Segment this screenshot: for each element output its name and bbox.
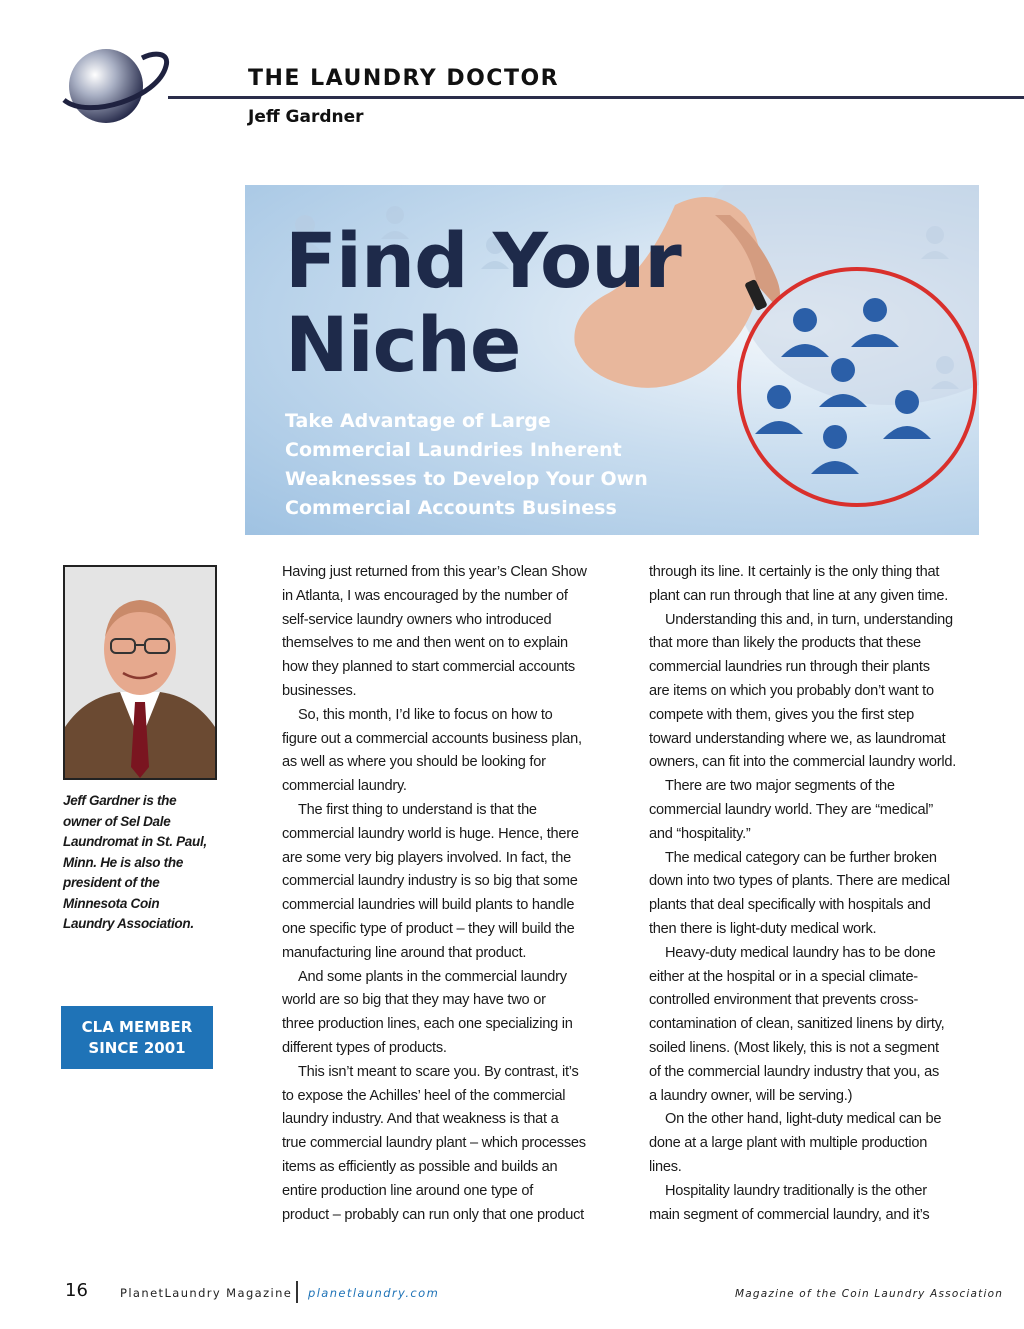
caption-line: Jeff Gardner is the (63, 793, 177, 808)
article-line: plant can run through that line at any given time. (649, 587, 949, 604)
hero-image (245, 185, 979, 535)
article-line: done at a large plant with multiple production (649, 1135, 928, 1152)
article-line: There are two major segments of the (665, 778, 895, 795)
article-line: items as efficiently as possible and builds an (282, 1158, 558, 1175)
caption-line: Laundry Association. (63, 916, 194, 931)
article-column-2 (649, 561, 994, 1227)
article-line: different types of products. (282, 1039, 447, 1056)
article-line: commercial laundry industry is so big that some (282, 873, 578, 890)
caption-line: Minn. He is also the (63, 854, 184, 870)
article-line: main segment of commercial laundry, and it’s (649, 1206, 930, 1223)
article-line: in Atlanta, I was encouraged by the number of (282, 587, 568, 604)
article-line: entire production line around one type of (282, 1182, 533, 1199)
article-line: how they planned to start commercial accounts (282, 659, 575, 676)
article-line: through its line. It certainly is the only thing that (649, 564, 940, 580)
article-line: as well as where you should be looking for (282, 754, 546, 771)
article-line: self-service laundry owners who introduced (282, 611, 552, 628)
caption-line: president of the (63, 875, 160, 890)
article-line: commercial laundries run through their plants (649, 659, 930, 676)
article-line: So, this month, I’d like to focus on how to (298, 706, 553, 723)
footer-separator (296, 1281, 298, 1303)
badge-line: CLA MEMBER (81, 1017, 193, 1036)
article-line: This isn’t meant to scare you. By contrast, it’s (298, 1063, 579, 1080)
author-caption (63, 791, 223, 935)
article-line: soiled linens. (Most likely, this is not a segment (649, 1039, 939, 1056)
article-line: are some very big players involved. In fact, the (282, 849, 571, 866)
header-rule (168, 96, 1024, 99)
author-photo (63, 565, 217, 780)
article-line: themselves to me and then went on to explain (282, 635, 568, 652)
article-line: Heavy-duty medical laundry has to be done (665, 944, 936, 961)
article-line: Having just returned from this year’s Clean Show (282, 564, 587, 580)
hero-subtitle-line: Commercial Accounts Business (285, 497, 617, 519)
article-line: commercial laundry world. They are “medical” (649, 801, 933, 818)
article-line: down into two types of plants. There are medical (649, 873, 950, 890)
article-line: of the commercial laundry industry that you, as (649, 1063, 939, 1080)
article-line: that more than likely the products that these (649, 635, 921, 652)
article-line: owners, can fit into the commercial laundry world. (649, 754, 957, 771)
hero-subtitle-line: Weaknesses to Develop Your Own (285, 468, 648, 490)
hero-title-line: Niche (285, 300, 521, 389)
article-line: On the other hand, light-duty medical can be (665, 1111, 942, 1128)
article-line: plants that deal specifically with hospitals and (649, 897, 931, 914)
article-line: product – probably can run only that one product (282, 1206, 584, 1223)
article-line: either at the hospital or in a special climate- (649, 968, 918, 985)
article-column-1 (282, 561, 622, 1227)
article-line: three production lines, each one specializing in (282, 1016, 573, 1033)
article-line: then there is light-duty medical work. (649, 920, 877, 937)
article-line: The first thing to understand is that the (298, 801, 537, 818)
caption-line: Laundromat in St. Paul, (63, 834, 207, 849)
article-line: a laundry owner, will be serving.) (649, 1087, 853, 1104)
article-line: controlled environment that prevents cross- (649, 992, 919, 1009)
article-line: lines. (649, 1158, 682, 1175)
article-line: contamination of clean, sanitized linens by dirty, (649, 1016, 945, 1033)
author-portrait-icon (65, 567, 215, 778)
article-line: Understanding this and, in turn, understanding (665, 611, 953, 628)
badge-line: SINCE 2001 (88, 1038, 186, 1057)
footer-tagline: Magazine of the Coin Laundry Association (735, 1288, 1004, 1300)
article-line: and “hospitality.” (649, 825, 751, 842)
article-line: commercial laundry world is huge. Hence, there (282, 825, 579, 842)
hero-subtitle (285, 407, 665, 523)
column-author: Jeff Gardner (248, 107, 364, 127)
hero-subtitle-line: Take Advantage of Large (285, 410, 551, 432)
caption-line: Minnesota Coin (63, 895, 160, 911)
article-line: Hospitality laundry traditionally is the other (665, 1182, 927, 1199)
hero-title (285, 216, 681, 389)
article-line: commercial laundries will build plants to handle (282, 897, 575, 914)
article-line: to expose the Achilles’ heel of the commercial (282, 1087, 566, 1104)
article-line: businesses. (282, 682, 357, 699)
article-line: The medical category can be further broken (665, 849, 937, 866)
hero-title-line: Find Your (285, 216, 681, 305)
article-line: are items on which you probably don’t want to (649, 682, 934, 699)
article-line: true commercial laundry plant – which processes (282, 1135, 586, 1152)
article-line: And some plants in the commercial laundry (298, 968, 567, 985)
article-line: manufacturing line around that product. (282, 944, 527, 961)
article-line: one specific type of product – they will build the (282, 920, 575, 937)
hero-subtitle-line: Commercial Laundries Inherent (285, 439, 622, 461)
article-line: commercial laundry. (282, 778, 407, 795)
footer-url-link[interactable]: planetlaundry.com (308, 1286, 440, 1300)
globe-orbit-logo-icon (58, 42, 176, 126)
article-line: world are so big that they may have two or (282, 992, 546, 1009)
cla-member-badge (61, 1006, 213, 1069)
article-line: compete with them, gives you the first step (649, 706, 915, 723)
article-line: toward understanding where we, as laundromat (649, 730, 946, 747)
caption-line: owner of Sel Dale (63, 813, 171, 829)
article-line: figure out a commercial accounts business plan, (282, 730, 582, 747)
page-number: 16 (65, 1280, 88, 1301)
article-line: laundry industry. And that weakness is that a (282, 1111, 559, 1128)
footer-magazine-name: PlanetLaundry Magazine (120, 1286, 293, 1300)
column-title: THE LAUNDRY DOCTOR (248, 66, 560, 91)
